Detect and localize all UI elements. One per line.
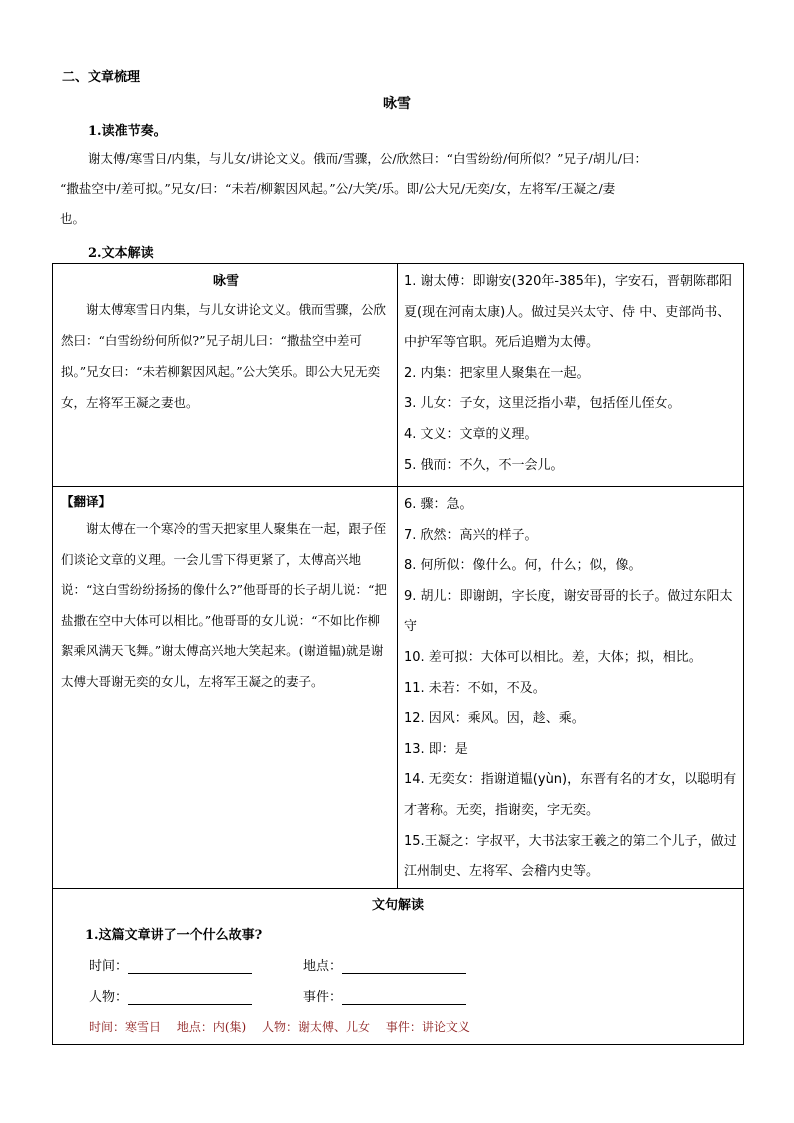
answer-event: 事件：讲论文义	[385, 1019, 470, 1034]
time-label: 时间：	[89, 958, 129, 974]
answer-time: 时间：寒雪日	[89, 1019, 162, 1034]
step1-heading: 1.读准节奏。	[88, 124, 167, 139]
place-blank[interactable]	[342, 959, 466, 974]
note-item: 14. 无奕女：指谢道韫(yùn)，东晋有名的才女，以聪明有才著称。无奕，指谢奕，字无奕。	[404, 772, 737, 818]
event-field	[303, 986, 466, 1005]
fill-row-person-event	[53, 982, 743, 1013]
fill-row-time-place	[53, 951, 743, 982]
time-blank[interactable]	[128, 959, 252, 974]
person-field	[89, 986, 252, 1005]
note-item: 1. 谢太傅：即谢安(320年-385年)，字安石，晋朝陈郡阳夏(现在河南太康)人。做过吴兴太守、侍 中、吏部尚书、中护军等官职。死后追赠为太傅。	[404, 274, 732, 351]
notes-top-cell	[398, 264, 744, 487]
place-label: 地点：	[303, 958, 343, 974]
rhythm-paragraph	[88, 144, 748, 174]
notes-bottom-cell	[398, 487, 744, 889]
original-title: 咏雪	[212, 274, 239, 289]
rhythm-line: 也。	[60, 211, 86, 226]
analysis-table	[52, 263, 744, 1045]
translation-text: 谢太傅在一个寒冷的雪天把家里人聚集在一起，跟子侄们谈论文章的义理。一会儿雪下得更紧了，太傅高兴地说：“这白雪纷纷扬扬的像什么?”他哥哥的长子胡儿说：“把盐撒在空中大体可以相比。”他哥哥的女儿说：“不如比作柳絮乘风满天飞舞。”谢太傅高兴地大笑起来。(谢道韫)就是谢太傅大哥谢无奕的女儿，左将军王凝之的妻子。	[61, 521, 387, 689]
qa-question: 1.这篇文章讲了一个什么故事?	[85, 927, 263, 943]
note-item: 15.王凝之：字叔平，大书法家王羲之的第二个儿子，做过江州制史、左将军、会稽内史等。	[404, 833, 737, 880]
note-item: 5. 俄而：不久，不一会儿。	[404, 457, 564, 473]
poem-title: 咏雪	[383, 96, 411, 112]
answer-line	[53, 1013, 743, 1041]
note-item: 3. 儿女：子女，这里泛指小辈，包括侄儿侄女。	[404, 396, 681, 412]
note-item: 4. 文义：文章的义理。	[404, 426, 538, 442]
place-field	[303, 955, 466, 974]
note-item: 13. 即：是	[404, 741, 468, 757]
note-item: 9. 胡儿：即谢朗，字长度，谢安哥哥的长子。做过东阳太守	[404, 588, 733, 635]
rhythm-paragraph-cont	[60, 174, 750, 234]
original-cell	[53, 264, 398, 487]
note-item: 2. 内集：把家里人聚集在一起。	[404, 365, 590, 381]
qa-cell	[53, 888, 744, 1044]
answer-place: 地点：内(集)	[176, 1019, 247, 1034]
note-item: 11. 未若：不如，不及。	[404, 680, 546, 696]
time-field	[89, 955, 252, 974]
note-item: 10. 差可拟：大体可以相比。差，大体；拟，相比。	[404, 649, 702, 665]
rhythm-line: 谢太傅/寒雪日/内集，与儿女/讲论文义。俄而/雪骤，公/欣然曰：“白雪纷纷/何所似？”兄子/胡儿/曰：	[88, 151, 647, 166]
section-title: 二、文章梳理	[62, 70, 141, 85]
person-blank[interactable]	[128, 990, 252, 1005]
original-text: 谢太傅寒雪日内集，与儿女讲论文义。俄而雪骤，公欣然曰：“白雪纷纷何所似?”兄子胡儿曰：“撒盐空中差可拟。”兄女曰：“未若柳絮因风起。”公大笑乐。即公大兄无奕女，左将军王凝之妻也。	[61, 302, 387, 410]
step2-heading: 2.文本解读	[88, 246, 154, 261]
person-label: 人物：	[89, 989, 129, 1005]
rhythm-line: “撒盐空中/差可拟。”兄女/曰：“未若/柳絮因风起。”公/大笑/乐。即/公大兄/无奕/女，左将军/王凝之/妻	[60, 181, 616, 196]
event-blank[interactable]	[342, 990, 466, 1005]
note-item: 7. 欣然：高兴的样子。	[404, 527, 538, 543]
translation-cell	[53, 487, 398, 889]
translation-label: 【翻译】	[61, 494, 112, 509]
qa-title: 文句解读	[371, 897, 424, 913]
note-item: 12. 因风：乘风。因，趁、乘。	[404, 711, 585, 727]
event-label: 事件：	[303, 989, 343, 1005]
note-item: 8. 何所似：像什么。何，什么；似，像。	[404, 558, 642, 574]
note-item: 6. 骤：急。	[404, 497, 473, 512]
answer-person: 人物：谢太傅、儿女	[262, 1019, 371, 1034]
